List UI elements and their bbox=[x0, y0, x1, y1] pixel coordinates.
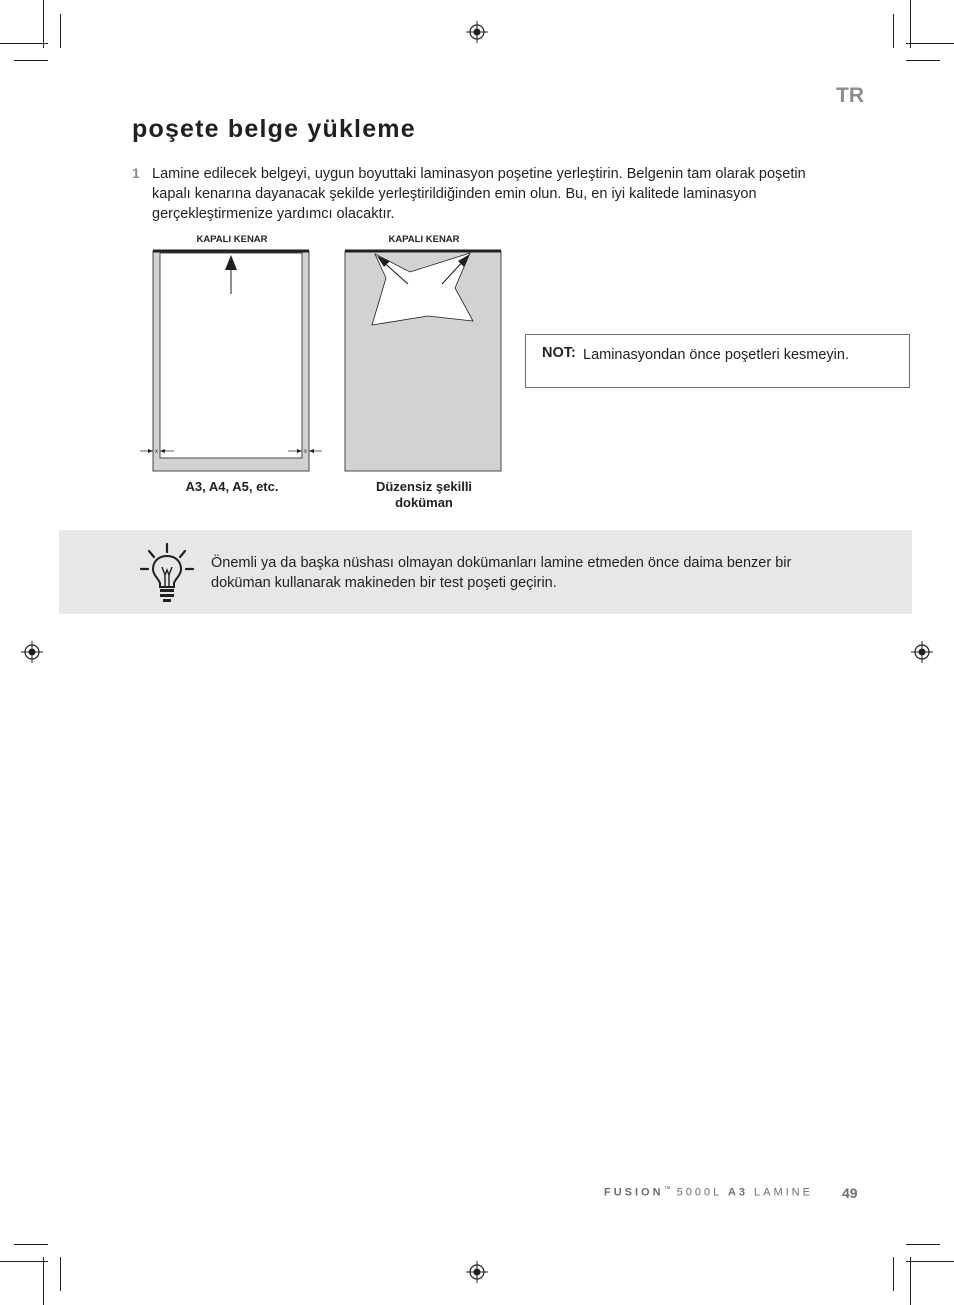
footer-product: LAMINE bbox=[754, 1186, 813, 1199]
crop-mark bbox=[910, 0, 911, 48]
tip-text: Önemli ya da başka nüshası olmayan dokümanları lamine etmeden önce daima benzer bir doküman kullanarak makineden bir test poşeti geçirin. bbox=[211, 555, 792, 591]
figure-right-caption bbox=[344, 479, 504, 511]
crop-mark bbox=[60, 14, 61, 48]
registration-mark-icon bbox=[911, 641, 933, 663]
figure-left-top-label: KAPALI KENAR bbox=[196, 234, 268, 245]
crop-mark bbox=[0, 43, 48, 44]
footer-product-name bbox=[604, 1186, 860, 1199]
page-title: poşete belge yükleme bbox=[132, 115, 416, 143]
page-number: 49 bbox=[842, 1185, 858, 1201]
margin-mark-right: x bbox=[304, 449, 307, 455]
note-box bbox=[525, 334, 910, 388]
registration-mark-icon bbox=[21, 641, 43, 663]
language-tag: TR bbox=[836, 84, 864, 107]
crop-mark bbox=[893, 1257, 894, 1291]
figure-standard-document bbox=[138, 246, 324, 476]
crop-mark bbox=[60, 1257, 61, 1291]
crop-mark bbox=[906, 1244, 940, 1245]
figure-left-caption: A3, A4, A5, etc. bbox=[185, 479, 279, 494]
crop-mark bbox=[0, 1261, 48, 1262]
crop-mark bbox=[906, 43, 954, 44]
note-label: NOT: bbox=[542, 345, 576, 361]
crop-mark bbox=[910, 1257, 911, 1305]
crop-mark bbox=[906, 60, 940, 61]
crop-mark bbox=[43, 1257, 44, 1305]
registration-mark-icon bbox=[466, 1261, 488, 1283]
footer-brand: FUSION bbox=[604, 1186, 664, 1199]
figure-right-top-label: KAPALI KENAR bbox=[388, 234, 460, 245]
figure-irregular-document bbox=[344, 246, 504, 476]
crop-mark bbox=[14, 1244, 48, 1245]
registration-mark-icon bbox=[466, 21, 488, 43]
crop-mark bbox=[906, 1261, 954, 1262]
footer-size: A3 bbox=[727, 1186, 748, 1199]
crop-mark bbox=[43, 0, 44, 48]
margin-mark-left: x bbox=[155, 449, 158, 455]
figure-right-caption-line1: Düzensiz şekilli bbox=[375, 479, 473, 494]
crop-mark bbox=[14, 60, 48, 61]
footer-trademark: ™ bbox=[663, 1186, 671, 1193]
note-text: Laminasyondan önce poşetleri kesmeyin. bbox=[583, 347, 849, 363]
crop-mark bbox=[893, 14, 894, 48]
tip-box bbox=[59, 530, 912, 614]
figure-right-caption-line2: doküman bbox=[395, 495, 453, 510]
step-number: 1 bbox=[132, 165, 140, 181]
footer-model: 5000L bbox=[676, 1186, 722, 1199]
lightbulb-icon bbox=[139, 543, 195, 603]
step-text: Lamine edilecek belgeyi, uygun boyuttaki laminasyon poşetine yerleştirin. Belgenin tam olarak poşetin kapalı kenarına dayanacak şekilde yerleştirildiğinden emin olun. Bu, en iyi kalitede laminasyon gerçekleştirmenize yardımcı olacaktır. bbox=[152, 166, 806, 222]
